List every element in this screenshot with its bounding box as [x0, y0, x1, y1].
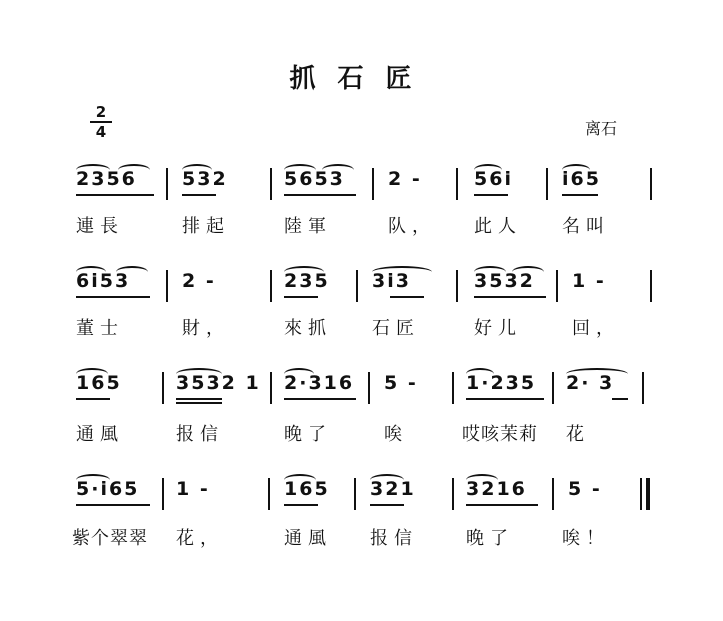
lyric: 好儿 — [474, 318, 522, 339]
lyric: 通風 — [76, 424, 124, 445]
measure: 5653 — [284, 168, 345, 190]
lyric: 回， — [572, 318, 620, 339]
lyric: 报信 — [176, 424, 224, 445]
song-title: 抓石匠 — [289, 64, 434, 94]
measure: 321 — [370, 478, 416, 500]
lyric: 队， — [388, 216, 436, 237]
staff-system-3 — [0, 368, 723, 408]
measure: 2· 3 — [566, 372, 615, 394]
lyric: 花， — [176, 528, 224, 549]
attribution: 离石 — [584, 119, 617, 138]
measure: 532 — [182, 168, 228, 190]
measure: 6i53 — [76, 270, 131, 292]
lyric-line-1 — [0, 212, 723, 238]
measure: 1 - — [176, 478, 210, 500]
measure: 5 - — [568, 478, 602, 500]
lyric: 董士 — [76, 318, 124, 339]
lyric: 报信 — [370, 528, 418, 549]
measure: 1·235 — [466, 372, 537, 394]
lyric: 排起 — [182, 216, 230, 237]
time-signature-bottom: 4 — [95, 123, 107, 141]
measure: 3532 — [474, 270, 535, 292]
measure: 2356 — [76, 168, 137, 190]
lyric: 來抓 — [284, 318, 332, 339]
lyric: 紫个翠翠 — [72, 528, 148, 549]
lyric-line-3 — [0, 420, 723, 446]
measure: 2 - — [388, 168, 422, 190]
measure: 165 — [76, 372, 122, 394]
time-signature — [90, 104, 112, 140]
lyric: 此人 — [474, 216, 522, 237]
lyric-line-4 — [0, 524, 723, 550]
measure: 56i — [474, 168, 513, 190]
measure: 2·316 — [284, 372, 355, 394]
lyric: 晚了 — [284, 424, 332, 445]
measure: 3532 1 — [176, 372, 261, 394]
lyric: 連長 — [76, 216, 124, 237]
lyric: 陸軍 — [284, 216, 332, 237]
measure: i65 — [562, 168, 601, 190]
lyric: 唉！ — [562, 528, 610, 549]
lyric: 石匠 — [372, 318, 420, 339]
measure: 3216 — [466, 478, 527, 500]
lyric: 唉 — [384, 424, 408, 445]
lyric: 哎咳茉莉 — [462, 424, 538, 445]
measure: 1 - — [572, 270, 606, 292]
lyric-line-2 — [0, 314, 723, 340]
lyric: 財， — [182, 318, 230, 339]
measure: 3i3 — [372, 270, 411, 292]
time-signature-top: 2 — [95, 103, 107, 121]
measure: 5 - — [384, 372, 418, 394]
measure: 5·i65 — [76, 478, 140, 500]
measure: 2 - — [182, 270, 216, 292]
staff-system-2 — [0, 266, 723, 306]
lyric: 通風 — [284, 528, 332, 549]
lyric: 花 — [566, 424, 590, 445]
measure: 235 — [284, 270, 330, 292]
measure: 165 — [284, 478, 330, 500]
staff-system-1 — [0, 164, 723, 204]
lyric: 名叫 — [562, 216, 610, 237]
lyric: 晚了 — [466, 528, 514, 549]
staff-system-4 — [0, 474, 723, 514]
